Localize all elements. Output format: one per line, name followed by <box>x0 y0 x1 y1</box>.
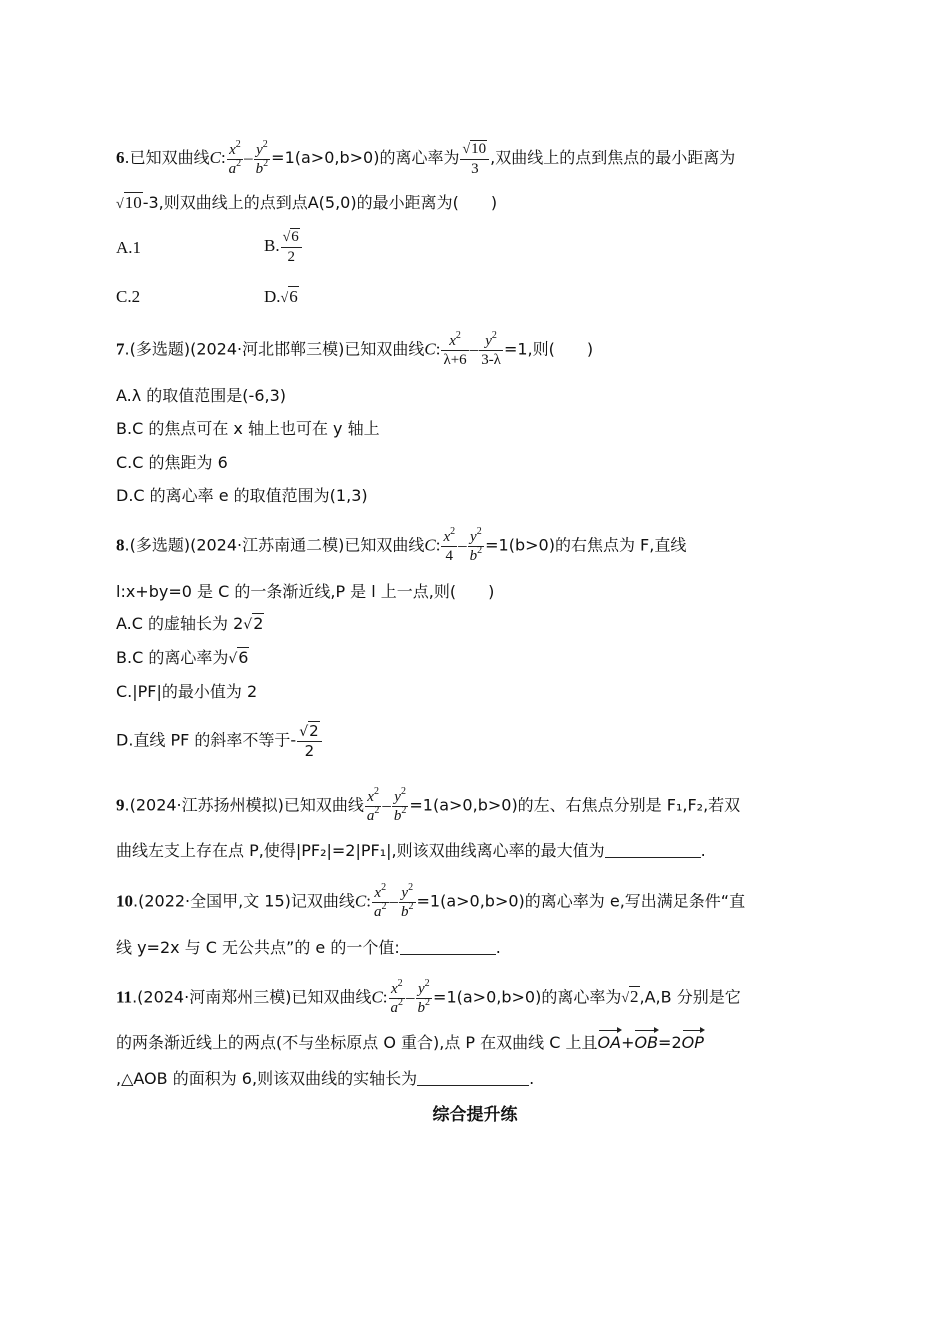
q6-line1: 6.已知双曲线C: $\frac{x^2}{a^2}$ – $\frac{y^2}{b^2}$ =1(a>0,b>0)的离心率为 $\frac{√10}{3}$ ,双曲线上的点到焦点的最小距离为 <box>116 138 736 177</box>
q6-curve: C <box>209 147 221 167</box>
q6-frac-x: $\frac{x^2}{a^2}$ <box>228 138 242 177</box>
q8-line1: 8.(多选题)(2024·江苏南通二模)已知双曲线C: $\frac{x^2}{4}$ – $\frac{y^2}{b^2}$ =1(b>0)的右焦点为 F,直线 <box>116 526 687 564</box>
q11-number: 11 <box>116 987 133 1007</box>
q6-option-d: D.√6 <box>264 287 298 306</box>
q6-option-a: A.1 <box>116 238 142 257</box>
q6-text-a: .已知双曲线 <box>124 147 210 167</box>
q9-line1: 9.(2024·江苏扬州模拟)已知双曲线 $\frac{x^2}{a^2}$ – $\frac{y^2}{b^2}$ =1(a>0,b>0)的左、右焦点分别是 F₁,F₂,若双 <box>116 786 741 824</box>
q10-line2: 线 y=2x 与 C 无公共点”的 e 的一个值: . <box>116 938 501 957</box>
vector-op: OP <box>681 1033 704 1052</box>
q6-sqrt10: √10 <box>116 193 142 212</box>
q11-prefix: .(2024·河南郑州三模)已知双曲线 <box>132 987 372 1007</box>
q11-line1: 11.(2024·河南郑州三模)已知双曲线C: $\frac{x^2}{a^2}$ – $\frac{y^2}{b^2}$ =1(a>0,b>0)的离心率为√2,A,B 分别是它 <box>116 978 741 1016</box>
q9-line2: 曲线左支上存在点 P,使得|PF₂|=2|PF₁|,则该双曲线离心率的最大值为 . <box>116 841 706 860</box>
q6-text-b: ,双曲线上的点到焦点的最小距离为 <box>490 147 736 167</box>
q7-line1: 7.(多选题)(2024·河北邯郸三模)已知双曲线C: $\frac{x^2}{\lambda+6}$ – $\frac{y^2}{3-\lambda}$ =1,则( ) <box>116 330 594 368</box>
q6-line2-text: -3,则双曲线上的点到点A(5,0)的最小距离为( ) <box>142 193 498 212</box>
q7-option-c: C.C 的焦距为 6 <box>116 453 228 472</box>
q8-option-d: D.直线 PF 的斜率不等于- $\frac{√2}{2}$ <box>116 722 323 760</box>
q9-suffix: =1(a>0,b>0)的左、右焦点分别是 F₁,F₂,若双 <box>409 795 741 815</box>
q6-line2 <box>116 192 497 216</box>
q7-suffix: =1,则( ) <box>503 339 594 359</box>
q10-prefix: .(2022·全国甲,文 15)记双曲线 <box>133 891 355 911</box>
section-title: 综合提升练 <box>432 1105 518 1125</box>
q11-line3: ,△AOB 的面积为 6,则该双曲线的实轴长为 . <box>116 1069 535 1088</box>
q10-frac-y: $\frac{y^2}{b^2}$ <box>401 882 414 920</box>
vector-oa: OA <box>597 1033 622 1052</box>
q6-option-b: B. $\frac{√6}{2}$ <box>264 228 303 266</box>
q9-answer-blank[interactable] <box>605 841 701 858</box>
q10-suffix: =1(a>0,b>0)的离心率为 e,写出满足条件“直 <box>416 891 746 911</box>
q10-frac-x: $\frac{x^2}{a^2}$ <box>374 882 387 920</box>
vector-ob: OB <box>634 1033 659 1052</box>
q7-number: 7 <box>116 339 125 359</box>
q10-line1: 10.(2022·全国甲,文 15)记双曲线C: $\frac{x^2}{a^2}$ – $\frac{y^2}{b^2}$ =1(a>0,b>0)的离心率为 e,写出满足条件“直 <box>116 882 746 920</box>
q11-frac-x: $\frac{x^2}{a^2}$ <box>390 978 404 1016</box>
q8-option-a: A.C 的虚轴长为 2√2 <box>116 614 264 633</box>
q8-suffix: =1(b>0)的右焦点为 F,直线 <box>485 535 687 555</box>
q11-answer-blank[interactable] <box>417 1069 529 1086</box>
q6-number: 6 <box>116 147 125 167</box>
q8-number: 8 <box>116 535 125 555</box>
q8-option-b: B.C 的离心率为√6 <box>116 648 249 667</box>
q7-option-b: B.C 的焦点可在 x 轴上也可在 y 轴上 <box>116 419 380 438</box>
q10-number: 10 <box>116 891 133 911</box>
q9-prefix: .(2024·江苏扬州模拟)已知双曲线 <box>124 795 364 815</box>
q8-frac-x: $\frac{x^2}{4}$ <box>443 526 456 564</box>
q9-frac-x: $\frac{x^2}{a^2}$ <box>366 786 380 824</box>
q8-line2: l:x+by=0 是 C 的一条渐近线,P 是 l 上一点,则( ) <box>116 582 495 601</box>
q6-eq-rhs: =1(a>0,b>0)的离心率为 <box>271 147 460 167</box>
q9-number: 9 <box>116 795 125 815</box>
q6-option-c: C.2 <box>116 287 141 306</box>
q6-frac-y: $\frac{y^2}{b^2}$ <box>255 138 269 177</box>
q9-frac-y: $\frac{y^2}{b^2}$ <box>393 786 407 824</box>
q7-option-a: A.λ 的取值范围是(-6,3) <box>116 386 287 405</box>
q7-prefix: .(多选题)(2024·河北邯郸三模)已知双曲线 <box>124 339 425 359</box>
q6-ecc-frac: $\frac{√10}{3}$ <box>460 140 489 178</box>
q11-frac-y: $\frac{y^2}{b^2}$ <box>417 978 431 1016</box>
q7-frac-x: $\frac{x^2}{\lambda+6}$ <box>443 330 467 368</box>
q8-prefix: .(多选题)(2024·江苏南通二模)已知双曲线 <box>124 535 425 555</box>
q11-line2: 的两条渐近线上的两点(不与坐标原点 O 重合),点 P 在双曲线 C 上且OA+OB=2OP <box>116 1033 704 1052</box>
q8-frac-y: $\frac{y^2}{b^2}$ <box>469 526 483 564</box>
q7-option-d: D.C 的离心率 e 的取值范围为(1,3) <box>116 486 368 505</box>
q7-frac-y: $\frac{y^2}{3-\lambda}$ <box>481 330 501 368</box>
q8-option-c: C.|PF|的最小值为 2 <box>116 682 258 701</box>
q10-answer-blank[interactable] <box>400 938 496 955</box>
